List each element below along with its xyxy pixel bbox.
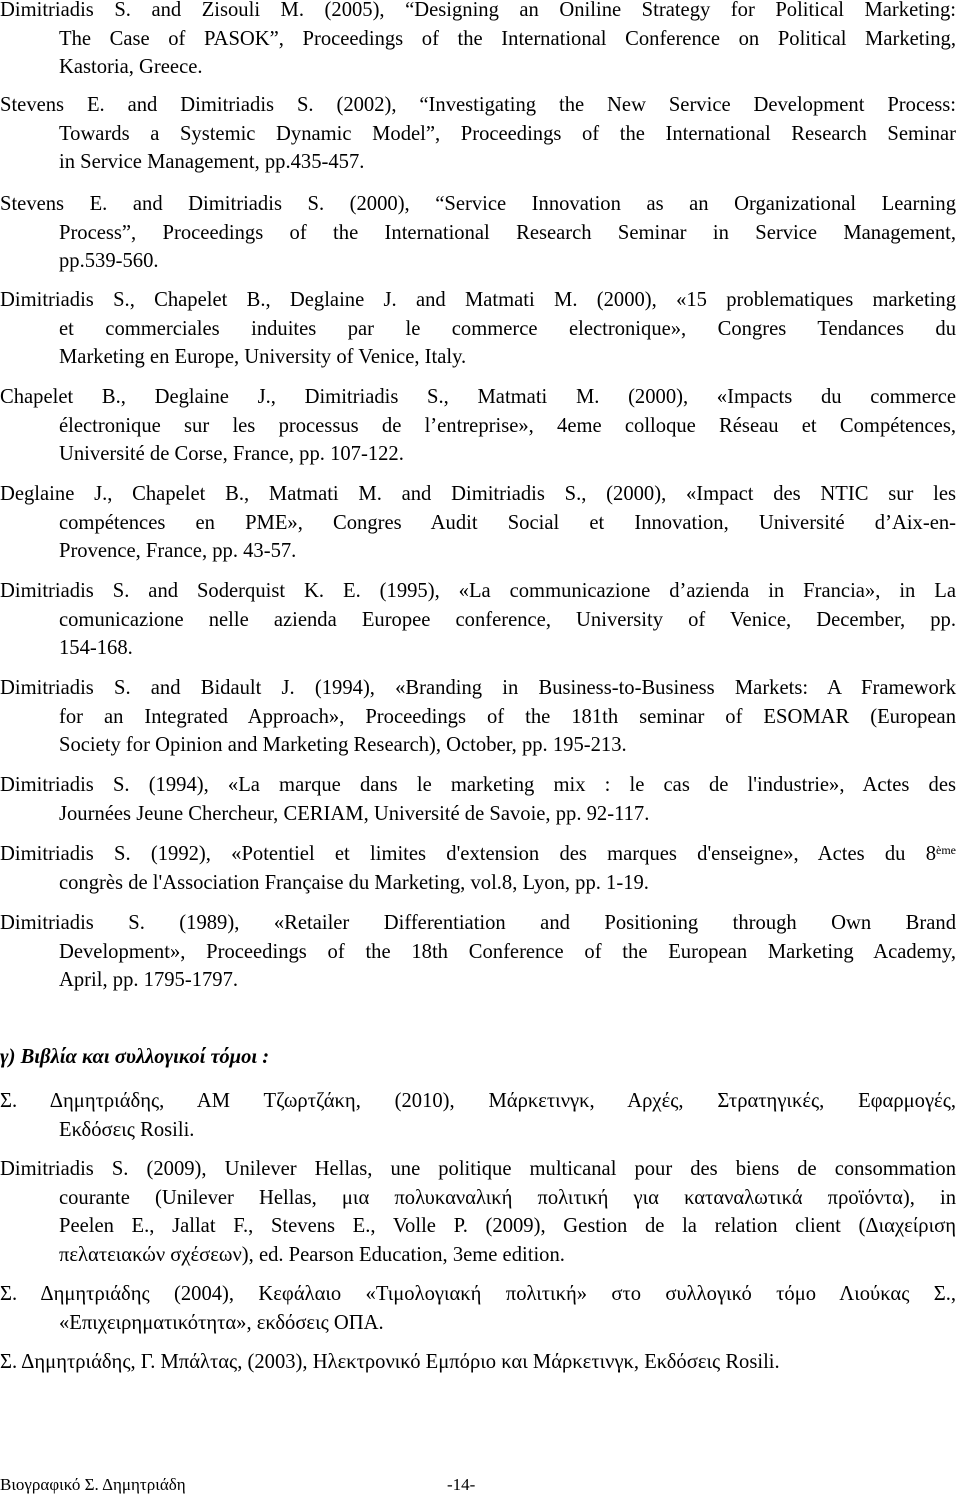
reference-entry [0, 674, 956, 760]
reference-entry [0, 577, 956, 663]
reference-line [0, 840, 956, 869]
book-entry [0, 1087, 956, 1144]
reference-line: Stevens E. and Dimitriadis S. (2002), “Investigating the New Service Development Process: [0, 94, 956, 116]
reference-line: Dimitriadis S. and Soderquist K. E. (1995), «La communicazione d’azienda in Francia», in La [0, 580, 956, 602]
book-entry [0, 1155, 956, 1269]
reference-line: Provence, France, pp. 43-57. [59, 540, 297, 562]
reference-entry [0, 480, 956, 566]
section-heading: γ) Βιβλία και συλλογικοί τόμοι : [0, 1046, 270, 1068]
reference-line: Deglaine J., Chapelet B., Matmati M. and Dimitriadis S., (2000), «Impact des NTIC sur les [0, 483, 956, 505]
reference-entry [0, 190, 956, 276]
reference-line: Dimitriadis S. and Zisouli M. (2005), “Designing an Oniline Strategy for Political Marketing: [0, 0, 956, 21]
reference-line: Dimitriadis S. (1994), «La marque dans le marketing mix : le cas de l'industrie», Actes des [0, 774, 956, 796]
reference-line: Society for Opinion and Marketing Research), October, pp. 195-213. [59, 734, 627, 756]
reference-line: Dimitriadis S. (1989), «Retailer Differentiation and Positioning through Own Brand [0, 912, 956, 934]
book-line: courante (Unilever Hellas, μια πολυκαναλική πολιτική για καταναλωτικά προϊόντα), in [59, 1186, 956, 1209]
reference-entry [0, 840, 956, 897]
reference-line: et commerciales induites par le commerce electronique», Congres Tendances du [59, 317, 956, 340]
footer-author: Βιογραφικό Σ. Δημητριάδη [0, 1475, 186, 1494]
superscript: ème [936, 843, 956, 857]
reference-line: congrès de l'Association Française du Marketing, vol.8, Lyon, pp. 1-19. [59, 871, 649, 894]
reference-line: for an Integrated Approach», Proceedings of the 181th seminar of ESOMAR (European [59, 705, 956, 728]
book-line: πελατειακών σχέσεων), ed. Pearson Education, 3eme edition. [59, 1243, 565, 1266]
reference-line: Process”, Proceedings of the International Research Seminar in Service Management, [59, 221, 956, 244]
book-line: Εκδόσεις Rosili. [59, 1118, 195, 1141]
reference-line: Development», Proceedings of the 18th Conference of the European Marketing Academy, [59, 940, 956, 963]
reference-entry [0, 909, 956, 995]
reference-line: Journées Jeune Chercheur, CERIAM, Université de Savoie, pp. 92-117. [59, 802, 650, 825]
book-line: Σ. Δημητριάδης, ΑΜ Τζωρτζάκη, (2010), Μάρκετινγκ, Αρχές, Στρατηγικές, Εφαρμογές, [0, 1090, 956, 1112]
book-entry [0, 1280, 956, 1337]
reference-line: April, pp. 1795-1797. [59, 969, 239, 991]
book-line: Dimitriadis S. (2009), Unilever Hellas, une politique multicanal pour des biens de consommation [0, 1158, 956, 1180]
book-line: Σ. Δημητριάδης, Γ. Μπάλτας, (2003), Ηλεκτρονικό Εμπόριο και Μάρκετινγκ, Εκδόσεις Rosili. [0, 1351, 780, 1373]
book-line: Peelen E., Jallat F., Stevens E., Volle P. (2009), Gestion de la relation client (Διαχείριση [59, 1215, 956, 1237]
book-line: Σ. Δημητριάδης (2004), Κεφάλαιο «Τιμολογιακή πολιτική» στο συλλογικό τόμο Λιούκας Σ., [0, 1283, 956, 1305]
reference-entry [0, 771, 956, 828]
reference-text: Dimitriadis S. (1992), «Potentiel et limites d'extension des marques d'enseigne», Actes du 8 [0, 843, 936, 865]
reference-line: Kastoria, Greece. [59, 56, 203, 78]
reference-line: Marketing en Europe, University of Venice, Italy. [59, 346, 467, 368]
book-line: «Επιχειρηματικότητα», εκδόσεις ΟΠΑ. [59, 1311, 384, 1334]
reference-line: Université de Corse, France, pp. 107-122. [59, 443, 404, 465]
reference-entry [0, 91, 956, 177]
reference-entry [0, 0, 956, 82]
reference-line: compétences en PME», Congres Audit Social et Innovation, Université d’Aix-en- [59, 511, 956, 534]
reference-line: Chapelet B., Deglaine J., Dimitriadis S., Matmati M. (2000), «Impacts du commerce [0, 386, 956, 408]
reference-line: Dimitriadis S., Chapelet B., Deglaine J. and Matmati M. (2000), «15 problematiques marketing [0, 289, 956, 311]
reference-line: comunicazione nelle azienda Europee conference, University of Venice, December, pp. [59, 608, 956, 631]
book-entry [0, 1348, 956, 1377]
reference-entry [0, 383, 956, 469]
reference-line: pp.539-560. [59, 250, 159, 272]
reference-line: Dimitriadis S. and Bidault J. (1994), «Branding in Business-to-Business Markets: A Framework [0, 677, 956, 699]
reference-line: électronique sur les processus de l’entreprise», 4eme colloque Réseau et Compétences, [59, 414, 956, 437]
reference-line: in Service Management, pp.435-457. [59, 151, 365, 173]
reference-line: The Case of PASOK”, Proceedings of the International Conference on Political Marketing, [59, 27, 956, 50]
reference-line: Towards a Systemic Dynamic Model”, Proceedings of the International Research Seminar [59, 122, 956, 145]
reference-line: Stevens E. and Dimitriadis S. (2000), “Service Innovation as an Organizational Learning [0, 193, 956, 215]
reference-line: 154-168. [59, 637, 133, 659]
reference-entry [0, 286, 956, 372]
footer-page-number: -14- [447, 1475, 476, 1494]
